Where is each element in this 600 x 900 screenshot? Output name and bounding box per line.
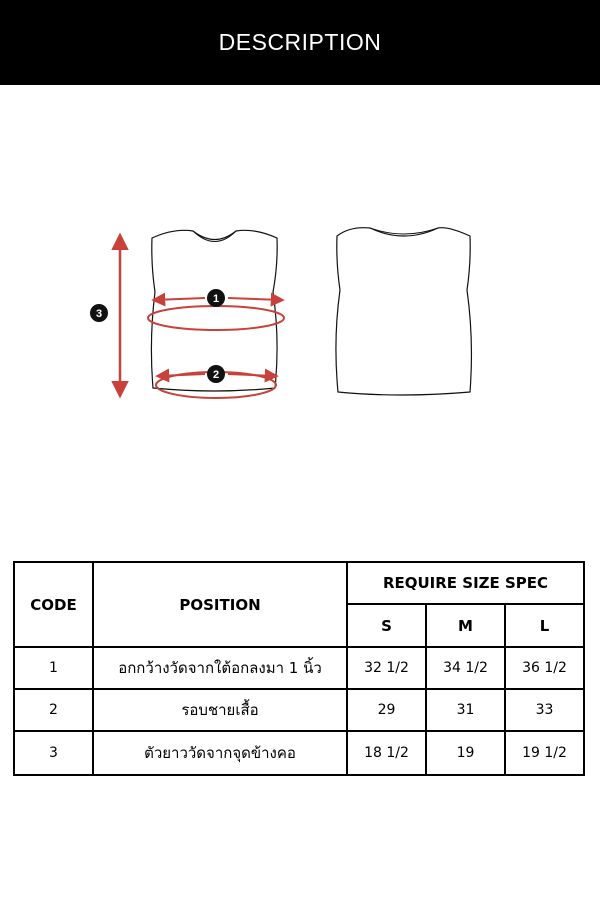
svg-text:3: 3 (95, 308, 103, 320)
header-title: DESCRIPTION (218, 29, 382, 55)
row-code: 1 (14, 647, 93, 689)
row-position: รอบชายเสื้อ (93, 689, 347, 731)
garment-diagram (0, 200, 600, 420)
size-s-header: S (347, 604, 426, 647)
marker-1 (207, 289, 225, 307)
row-value-s: 29 (347, 689, 426, 731)
marker-2 (207, 365, 225, 383)
row-value-m: 19 (426, 731, 505, 775)
position-header: POSITION (93, 562, 347, 647)
size-l-header: L (505, 604, 584, 647)
row-value-m: 34 1/2 (426, 647, 505, 689)
row-position: อกกว้างวัดจากใต้อกลงมา 1 นิ้ว (93, 647, 347, 689)
row-value-m: 31 (426, 689, 505, 731)
row-value-s: 18 1/2 (347, 731, 426, 775)
svg-text:1: 1 (212, 293, 220, 305)
row-value-l: 33 (505, 689, 584, 731)
row-value-l: 19 1/2 (505, 731, 584, 775)
marker-3 (90, 304, 108, 322)
row-code: 3 (14, 731, 93, 775)
code-header: CODE (14, 562, 93, 647)
row-code: 2 (14, 689, 93, 731)
row-position: ตัวยาววัดจากจุดข้างคอ (93, 731, 347, 775)
row-value-l: 36 1/2 (505, 647, 584, 689)
table-row (14, 731, 584, 775)
table-row (14, 689, 584, 731)
back-view-illustration (336, 228, 472, 395)
svg-text:2: 2 (212, 369, 220, 381)
table-header-row (14, 562, 584, 604)
size-spec-table (13, 561, 585, 776)
table-row (14, 647, 584, 689)
spec-header: REQUIRE SIZE SPEC (347, 562, 584, 604)
size-m-header: M (426, 604, 505, 647)
description-header (0, 0, 600, 85)
row-value-s: 32 1/2 (347, 647, 426, 689)
